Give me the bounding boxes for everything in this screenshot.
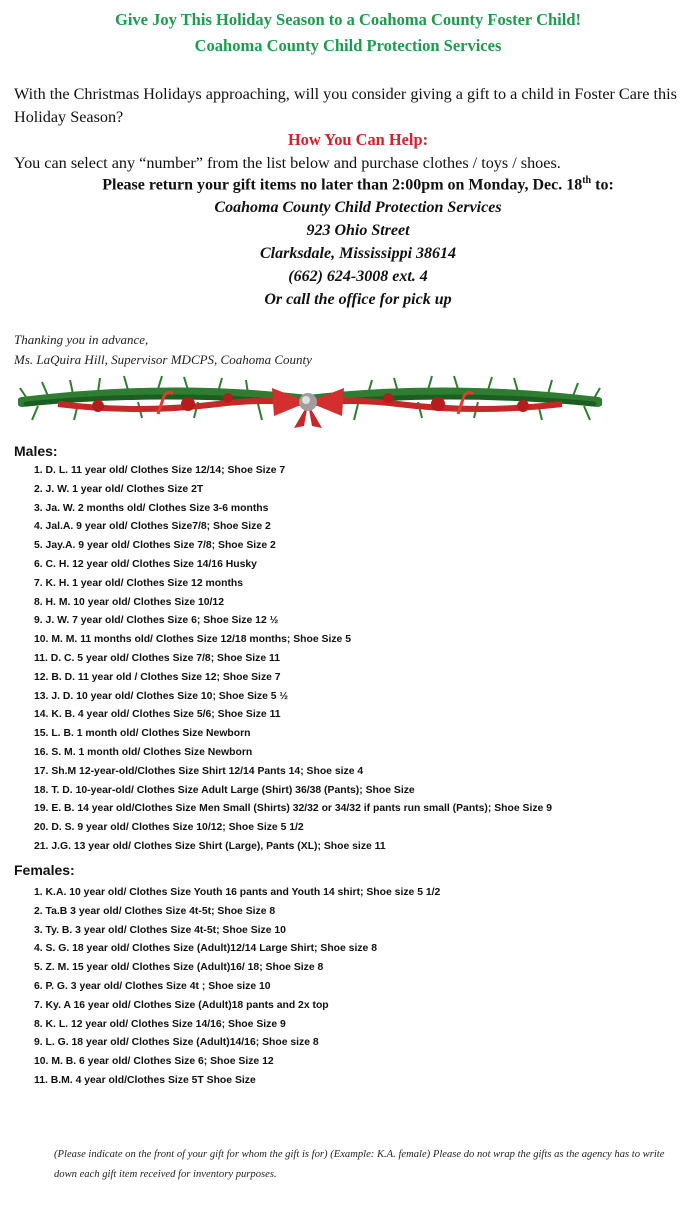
list-item: 7. Ky. A 16 year old/ Clothes Size (Adult)18 pants and 2x top — [34, 999, 329, 1011]
list-item: 6. C. H. 12 year old/ Clothes Size 14/16 Husky — [34, 558, 257, 570]
list-item: 14. K. B. 4 year old/ Clothes Size 5/6; Shoe Size 11 — [34, 709, 281, 721]
list-item: 8. H. M. 10 year old/ Clothes Size 10/12 — [34, 596, 224, 608]
address-street: 923 Ohio Street — [306, 222, 410, 239]
list-item: 21. J.G. 13 year old/ Clothes Size Shirt (Large), Pants (XL); Shoe size 11 — [34, 840, 386, 852]
list-item: 20. D. S. 9 year old/ Clothes Size 10/12; Shoe Size 5 1/2 — [34, 822, 304, 834]
list-item: 6. P. G. 3 year old/ Clothes Size 4t ; Shoe size 10 — [34, 980, 271, 992]
thanks-line: Thanking you in advance, — [14, 332, 149, 347]
list-item: 7. K. H. 1 year old/ Clothes Size 12 months — [34, 577, 244, 589]
list-item: 3. Ty. B. 3 year old/ Clothes Size 4t-5t; Shoe Size 10 — [34, 924, 286, 936]
list-item: 1. K.A. 10 year old/ Clothes Size Youth 16 pants and Youth 14 shirt; Shoe size 5 1/2 — [34, 887, 441, 898]
males-heading: Males: — [14, 443, 58, 459]
list-item: 2. Ta.B 3 year old/ Clothes Size 4t-5t; Shoe Size 8 — [34, 905, 276, 917]
list-item: 4. S. G. 18 year old/ Clothes Size (Adult)12/14 Large Shirt; Shoe size 8 — [34, 943, 377, 955]
how-you-can-help-heading: How You Can Help: — [287, 130, 429, 149]
flyer-title: Give Joy This Holiday Season to a Coahoma County Foster Child! — [114, 10, 582, 29]
list-item: 13. J. D. 10 year old/ Clothes Size 10; Shoe Size 5 ½ — [34, 690, 289, 702]
address-city: Clarksdale, Mississippi 38614 — [259, 245, 457, 262]
list-item: 10. M. M. 11 months old/ Clothes Size 12/18 months; Shoe Size 5 — [34, 634, 351, 646]
list-item: 17. Sh.M 12-year-old/Clothes Size Shirt 12/14 Pants 14; Shoe size 4 — [34, 765, 364, 777]
signature-line: Ms. LaQuira Hill, Supervisor MDCPS, Coahoma County — [14, 352, 312, 367]
address-phone: (662) 624-3008 ext. 4 — [288, 268, 428, 285]
footer-note: (Please indicate on the front of your gift for whom the gift is for) (Example: K.A. female) Please do not wrap the gifts as the agency has to write down each gift item received for inventory purposes. — [54, 1149, 665, 1180]
list-item: 3. Ja. W. 2 months old/ Clothes Size 3-6 months — [34, 502, 269, 514]
females-list — [34, 884, 440, 1091]
list-item: 16. S. M. 1 month old/ Clothes Size Newborn — [34, 746, 253, 758]
females-heading: Females: — [14, 862, 75, 878]
deadline-text: Please return your gift items no later than 2:00pm on Monday, Dec. 18th to: — [102, 175, 614, 194]
list-item: 5. Jay.A. 9 year old/ Clothes Size 7/8; Shoe Size 2 — [34, 540, 276, 552]
list-item: 18. T. D. 10-year-old/ Clothes Size Adult Large (Shirt) 36/38 (Pants); Shoe Size — [34, 784, 415, 796]
list-item: 2. J. W. 1 year old/ Clothes Size 2T — [34, 483, 204, 495]
list-item: 1. D. L. 11 year old/ Clothes Size 12/14; Shoe Size 7 — [34, 465, 286, 476]
holiday-garland-image — [18, 374, 602, 428]
list-item: 8. K. L. 12 year old/ Clothes Size 14/16; Shoe Size 9 — [34, 1018, 286, 1030]
address-org: Coahoma County Child Protection Services — [214, 199, 502, 216]
males-list — [34, 462, 552, 857]
instructions-text: You can select any “number” from the list below and purchase clothes / toys / shoes. — [14, 154, 561, 172]
list-item: 5. Z. M. 15 year old/ Clothes Size (Adult)16/ 18; Shoe Size 8 — [34, 962, 324, 974]
bow-icon — [272, 388, 344, 428]
list-item: 11. B.M. 4 year old/Clothes Size 5T Shoe Size — [34, 1074, 256, 1086]
list-item: 15. L. B. 1 month old/ Clothes Size Newborn — [34, 728, 251, 740]
list-item: 9. L. G. 18 year old/ Clothes Size (Adult)14/16; Shoe size 8 — [34, 1037, 319, 1049]
list-item: 9. J. W. 7 year old/ Clothes Size 6; Shoe Size 12 ½ — [34, 615, 279, 627]
list-item: 10. M. B. 6 year old/ Clothes Size 6; Shoe Size 12 — [34, 1056, 274, 1068]
list-item: 11. D. C. 5 year old/ Clothes Size 7/8; Shoe Size 11 — [34, 652, 281, 664]
list-item: 12. B. D. 11 year old / Clothes Size 12; Shoe Size 7 — [34, 671, 281, 683]
list-item: 4. Jal.A. 9 year old/ Clothes Size7/8; Shoe Size 2 — [34, 521, 271, 533]
pickup-note: Or call the office for pick up — [264, 291, 452, 308]
flyer-subtitle: Coahoma County Child Protection Services — [194, 36, 502, 55]
intro-paragraph: With the Christmas Holidays approaching, will you consider giving a gift to a child in Foster Care this Holiday Season? — [14, 85, 677, 126]
list-item: 19. E. B. 14 year old/Clothes Size Men Small (Shirts) 32/32 or 34/32 if pants run small (Pants); Shoe Size 9 — [34, 803, 552, 815]
